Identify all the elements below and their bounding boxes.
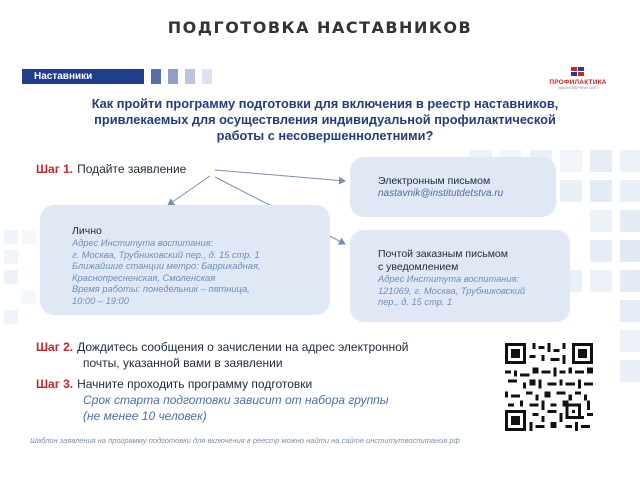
step-2-number: Шаг 2.	[36, 340, 74, 354]
step-1-number: Шаг 1.	[36, 162, 74, 176]
qr-code-icon[interactable]	[505, 343, 593, 431]
step-2: Шаг 2. Дождитесь сообщения о зачислении на адрес электронной почты, указанной вами в заявлении	[36, 340, 409, 370]
step-3-number: Шаг 3.	[36, 377, 74, 391]
logo-subtitle: ЗАКОНОМЕРНЫЙ СВЕТ	[557, 86, 599, 90]
in-person-title: Лично	[72, 225, 102, 237]
logo-name: ПРОФИЛАКТИКА	[549, 79, 607, 86]
step-2-text: Дождитесь сообщения о зачислении на адрес электронной	[77, 340, 409, 354]
footer-note: Шаблон заявления на программу подготовки для включения в реестр можно найти на сайте институтвоспитания.рф	[30, 436, 460, 445]
step-3-text: Начните проходить программу подготовки	[77, 377, 313, 391]
section-tag: Наставники	[22, 69, 144, 84]
email-title: Электронным письмом	[378, 175, 491, 187]
page-title: ПОДГОТОВКА НАСТАВНИКОВ	[167, 18, 473, 37]
main-question: Как пройти программу подготовки для включения в реестр наставников, привлекаемых для осуществления индивидуальной профилактической работы с несовершеннолетними?	[91, 96, 559, 143]
step-3: Шаг 3. Начните проходить программу подготовки Срок старта подготовки зависит от набора группы (не менее 10 человек)	[36, 377, 389, 423]
option-mail-card: Почтой заказным письмом с уведомлением Адрес Института воспитания: 121069, г. Москва, Трубниковский пер., д. 15 стр. 1	[350, 230, 570, 322]
mail-title: Почтой заказным письмом	[378, 248, 508, 260]
step-1-text: Подайте заявление	[77, 162, 187, 176]
option-in-person-card: Лично Адрес Института воспитания: г. Москва, Трубниковский пер., д. 15 стр. 1 Ближайшие станции метро: Баррикадная, Краснопресненская, Смоленская Время работы: понедельник – пятница, 10:00 – 19:00	[40, 205, 330, 315]
option-email-card	[350, 157, 556, 217]
email-address[interactable]: nastavnik@institutdetstva.ru	[378, 188, 504, 199]
